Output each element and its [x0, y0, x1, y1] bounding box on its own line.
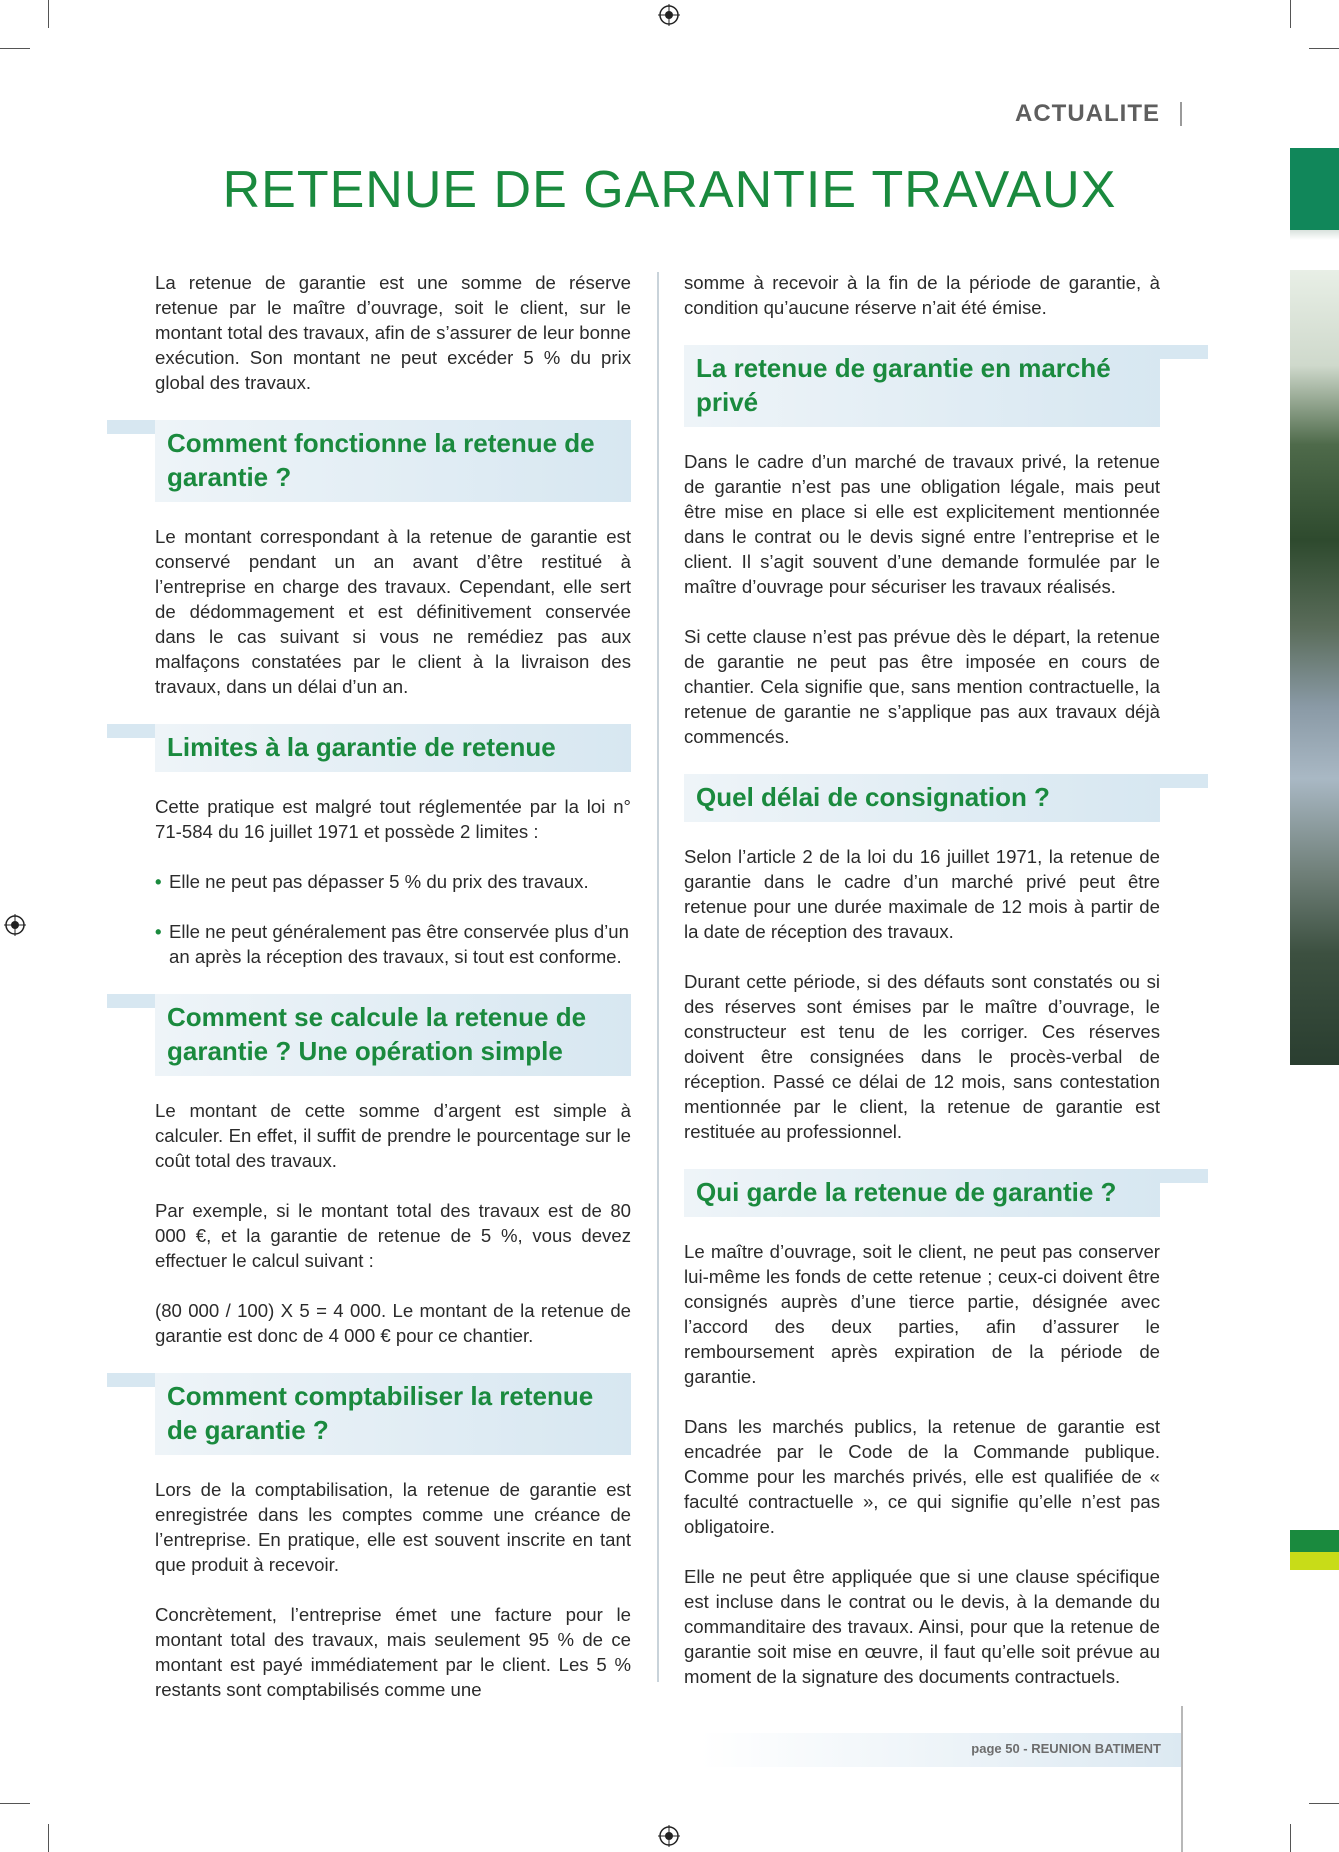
paragraph: Cette pratique est malgré tout réglementée par la loi n° 71-584 du 16 juillet 1971 et possède 2 limites : — [155, 796, 631, 842]
bullet-icon: • — [155, 871, 162, 892]
crop-mark — [0, 1803, 30, 1804]
page-number: page 50 - REUNION BATIMENT — [971, 1741, 1161, 1756]
heading-accounting: Comment comptabiliser la retenue de garantie ? — [155, 1373, 631, 1455]
paragraph: Durant cette période, si des défauts sont constatés ou si des réserves sont émises par le maître d’ouvrage, le constructeur est tenu de les corriger. Ces réserves doivent être consignées dans le procès-verbal de réception. Passé ce délai de 12 mois, sans contestation mentionnée par le client, la retenue de garantie est restituée au professionnel. — [684, 971, 1160, 1142]
paragraph: somme à recevoir à la fin de la période de garantie, à condition qu’aucune réserve n’ait été émise. — [684, 272, 1160, 318]
heading-private-market: La retenue de garantie en marché privé — [684, 345, 1160, 427]
side-green-marker — [1290, 1530, 1339, 1552]
paragraph: Le montant correspondant à la retenue de garantie est conservé pendant un an avant d’être restitué à l’entreprise en charge des travaux. Cependant, elle sert de dédommagement et est définitivement conservée dans le cas suivant si vous ne remédiez pas aux malfaçons constatées par le client à la livraison des travaux, dans un délai d’un an. — [155, 526, 631, 697]
paragraph: Concrètement, l’entreprise émet une facture pour le montant total des travaux, mais seulement 95 % de ce montant est payé immédiatement par le client. Les 5 % restants sont comptabilisés comme une — [155, 1604, 631, 1700]
crop-mark — [0, 48, 30, 49]
paragraph: Le maître d’ouvrage, soit le client, ne peut pas conserver lui-même les fonds de cette retenue ; ceux-ci doivent être consignés auprès d’une tierce partie, désignée avec l’accord des deux parties, afin d’assurer le remboursement après expiration de la période de garantie. — [684, 1241, 1160, 1387]
crop-mark — [48, 0, 49, 28]
crop-mark — [1309, 48, 1339, 49]
paragraph: Dans les marchés publics, la retenue de garantie est encadrée par le Code de la Commande publique. Comme pour les marchés privés, elle est qualifiée de « faculté contractuelle », ce qui signifie qu’elle n’est pas obligatoire. — [684, 1416, 1160, 1537]
heading-who-keeps: Qui garde la retenue de garantie ? — [684, 1169, 1160, 1217]
crop-mark — [1309, 1803, 1339, 1804]
bullet-icon: • — [155, 921, 162, 942]
heading-calculation: Comment se calcule la retenue de garantie ? Une opération simple — [155, 994, 631, 1076]
section-label: ACTUALITE — [1015, 100, 1160, 127]
limits-list — [155, 869, 631, 969]
paragraph: Par exemple, si le montant total des travaux est de 80 000 €, et la garantie de retenue de 5 %, vous devez effectuer le calcul suivant : — [155, 1200, 631, 1271]
side-tab-shadow — [1290, 230, 1339, 240]
paragraph: Lors de la comptabilisation, la retenue de garantie est enregistrée dans les comptes comme une créance de l’entreprise. En pratique, elle est souvent inscrite en tant que produit à recevoir. — [155, 1479, 631, 1575]
page-title: RETENUE DE GARANTIE TRAVAUX — [222, 161, 1117, 219]
list-item: • Elle ne peut pas dépasser 5 % du prix des travaux. — [155, 871, 589, 892]
section-separator — [1180, 102, 1182, 126]
paragraph: Dans le cadre d’un marché de travaux privé, la retenue de garantie n’est pas une obligation légale, mais peut être mise en place si elle est explicitement mentionnée dans le contrat ou le devis signé entre l’entreprise et le client. Il s’agit souvent d’une demande formulée par le maître d’ouvrage pour sécuriser les travaux réalisés. — [684, 451, 1160, 597]
side-photo-strip — [1290, 270, 1339, 1065]
crop-mark — [1290, 1824, 1291, 1852]
paragraph: Elle ne peut être appliquée que si une clause spécifique est incluse dans le contrat ou le devis, à la demande du commanditaire des travaux. Ainsi, pour que la retenue de garantie soit mise en œuvre, il faut qu’elle soit prévue au moment de la signature des documents contractuels. — [684, 1566, 1160, 1687]
intro-paragraph: La retenue de garantie est une somme de réserve retenue par le maître d’ouvrage, soit le client, sur le montant total des travaux, afin de s’assurer de leur bonne exécution. Son montant ne peut excéder 5 % du prix global des travaux. — [155, 272, 631, 393]
paragraph: (80 000 / 100) X 5 = 4 000. Le montant de la retenue de garantie est donc de 4 000 € pour ce chantier. — [155, 1300, 631, 1346]
left-column — [155, 270, 631, 1727]
registration-mark-icon — [4, 914, 26, 936]
column-divider — [657, 272, 659, 1682]
list-item: • Elle ne peut généralement pas être conservée plus d’un an après la réception des travaux, si tout est conforme. — [155, 921, 629, 967]
paragraph: Selon l’article 2 de la loi du 16 juillet 1971, la retenue de garantie dans le cadre d’un marché privé peut être retenue pour une durée maximale de 12 mois à partir de la date de réception des travaux. — [684, 846, 1160, 942]
footer-separator — [1181, 1706, 1183, 1852]
heading-limits: Limites à la garantie de retenue — [155, 724, 631, 772]
crop-mark — [1290, 0, 1291, 28]
paragraph: Le montant de cette somme d’argent est simple à calculer. En effet, il suffit de prendre le pourcentage sur le coût total des travaux. — [155, 1100, 631, 1171]
heading-how-it-works: Comment fonctionne la retenue de garantie ? — [155, 420, 631, 502]
registration-mark-icon — [658, 1825, 680, 1847]
side-yellow-marker — [1290, 1552, 1339, 1570]
crop-mark — [48, 1824, 49, 1852]
right-column — [684, 270, 1160, 1714]
heading-consignment-delay: Quel délai de consignation ? — [684, 774, 1160, 822]
registration-mark-icon — [658, 4, 680, 26]
paragraph: Si cette clause n’est pas prévue dès le départ, la retenue de garantie ne peut pas être imposée en cours de chantier. Cela signifie que, sans mention contractuelle, la retenue de garantie ne s’applique pas aux travaux déjà commencés. — [684, 626, 1160, 747]
